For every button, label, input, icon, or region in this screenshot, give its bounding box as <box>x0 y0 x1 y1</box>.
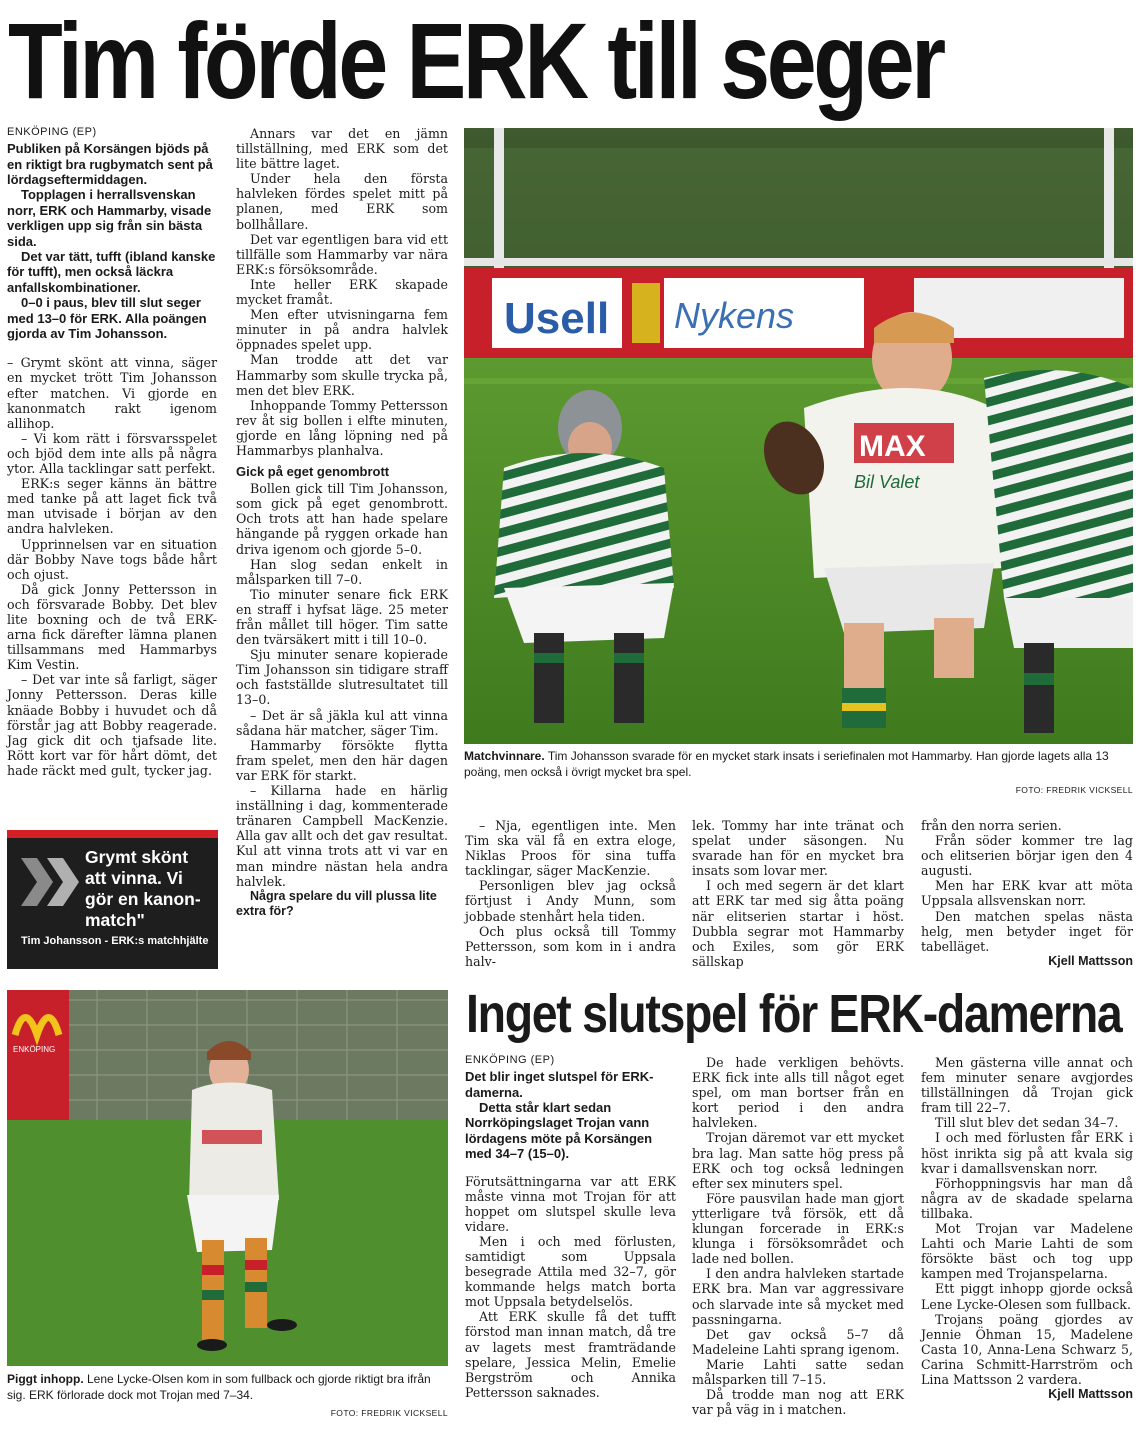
article1-column-5 <box>921 818 1133 969</box>
body-paragraph: Inhoppande Tommy Pettersson rev åt sig bollen i elfte minuten, gjorde en lång löpning ned på Hammarbys planhalva. <box>236 397 448 458</box>
rugby-photo-illustration <box>464 128 1133 744</box>
body-paragraph: Trojan däremot var ett mycket bra lag. Man satte hög press på ERK och tog också ledningen efter sex minuters spel. <box>692 1130 904 1191</box>
secondary-photo-credit: FOTO: FREDRIK VICKSELL <box>330 1408 448 1418</box>
body-paragraph: Att ERK skulle få det tufft förstod man innan match, då tre av lagets mest framträdande spelare, Jessica Melin, Emelie Bergström och Annika Pettersson saknades. <box>465 1309 676 1400</box>
body-paragraph: Ett piggt inhopp gjorde också Lene Lycke-Olesen som fullback. <box>921 1281 1133 1312</box>
body-paragraph: Mot Trojan var Madelene Lahti och Marie Lahti de som försökte bäst och tog upp kampen med Trojanspelarna. <box>921 1221 1133 1282</box>
article2-column-1 <box>465 1053 676 1400</box>
article1-lead <box>7 141 217 341</box>
banner-text-2: Nykens <box>674 295 795 336</box>
byline: Kjell Mattsson <box>1048 953 1133 968</box>
body-paragraph: Han slog sedan enkelt in målsparken till 7–0. <box>236 556 448 587</box>
secondary-photo-caption <box>7 1371 448 1403</box>
banner-text-1: Usell <box>504 294 610 343</box>
body-paragraph: – Killarna hade en härlig inställning i dag, kommenterade tränaren Campbell MacKenzie. Alla gav allt och det gav resultat. Kul att vinna trots att vi var en man mindre nästan hela andra halvlek. <box>236 783 448 889</box>
body-paragraph: ERK:s seger känns än bättre med tanke på att laget fick två man utvisade i början av den andra halvleken. <box>7 476 217 537</box>
body-paragraph: I den andra halvleken startade ERK bra. Man var aggressivare och slarvade inte så mycket med passningarna. <box>692 1266 904 1327</box>
dateline: ENKÖPING (EP) <box>465 1054 555 1066</box>
lead-paragraph: Publiken på Korsängen bjöds på en riktigt bra rugbymatch sent på lördagseftermiddagen. <box>7 141 213 187</box>
body-paragraph: Men har ERK kvar att möta Uppsala allsvenskan norr. <box>921 878 1133 909</box>
article2-column-2 <box>692 1055 904 1417</box>
pull-quote-source: Tim Johansson - ERK:s matchhjälte <box>21 935 209 947</box>
body-paragraph: – Grymt skönt att vinna, säger en mycket trött Tim Johansson efter matchen. Vi gjorde en kanonmatch rakt igenom allihop. <box>7 355 217 431</box>
body-paragraph: Den matchen spelas nästa helg, men betyder inget för tabelläget. <box>921 908 1133 954</box>
byline: Kjell Mattsson <box>1048 1387 1133 1402</box>
body-paragraph: Förhoppningsvis har man då några av de skadade spelarna tillbaka. <box>921 1175 1133 1221</box>
main-photo <box>464 128 1133 744</box>
body-paragraph: I och med segern är det klart att ERK tar med sig åtta poäng när elitserien startar i höst. Dubbla segrar mot Hammarby och Exiles, som gör ERK sällskap <box>692 878 904 969</box>
lead-paragraph: 0–0 i paus, blev till slut seger med 13–0 för ERK. Alla poängen gjorda av Tim Johansson. <box>7 295 207 341</box>
headline-secondary: Inget slutspel för ERK-damerna <box>466 984 1122 1044</box>
article1-column-1 <box>7 125 217 778</box>
body-paragraph: Trojans poäng gjordes av Jennie Öhman 15, Madelene Casta 10, Anna-Lena Schwarz 5, Carina Schmitt-Harrström och Lina Mattsson 2 vardera. <box>921 1311 1133 1387</box>
lead-paragraph: Topplagen i herrallsvenskan norr, ERK och Hammarby, visade verkligen upp sig från sin bästa sida. <box>7 187 212 249</box>
body-paragraph: Det gav också 5–7 då Madeleine Lahti sprang igenom. <box>692 1326 904 1357</box>
body-paragraph: Före pausvilan hade man gjort ytterligare två försök, ett då klungan forcerade in ERK:s klunga i försöksområdet och lade ned bollen. <box>692 1190 904 1267</box>
body-paragraph: I och med förlusten får ERK i höst inrikta sig på att kvala sig kvar i damallsvenskan norr. <box>921 1130 1133 1176</box>
body-paragraph: Man trodde att det var Hammarby som skulle trycka på, men det blev ERK. <box>236 352 448 398</box>
pull-quote-text: Grymt skönt att vinna. Vi gör en kanon-match" <box>85 847 201 930</box>
body-paragraph: Bollen gick till Tim Johansson, som gick på eget genombrott. Och trots att han hade spelare hängande på ryggen orkade han driva igenom och gjorde 5–0. <box>236 481 448 557</box>
caption-text: Lene Lycke-Olsen kom in som fullback och gjorde riktigt bra ifrån sig. ERK förlorade dock mot Trojan med 7–34. <box>7 1372 431 1402</box>
lead-paragraph: Det blir inget slutspel för ERK-damerna. <box>465 1069 654 1100</box>
body-paragraph: Marie Lahti satte sedan målsparken till 7–15. <box>692 1356 904 1387</box>
quote-accent-bar <box>7 830 218 838</box>
body-paragraph: Under hela den första halvleken fördes spelet mitt på planen, med ERK som bollhållare. <box>236 171 448 232</box>
body-paragraph: från den norra serien. <box>921 818 1062 833</box>
body-paragraph: Men gästerna ville annat och fem minuter senare avgjordes tillställningen då Trojan gick fram till 22–7. <box>921 1055 1133 1116</box>
body-paragraph: Tio minuter senare fick ERK en straff i hyfsat läge. 25 meter från mållet till höger. Tim satte den tvärsäkert mitt i till 10–0. <box>236 586 448 648</box>
quote-chevrons-icon <box>17 852 87 912</box>
body-paragraph: Från söder kommer tre lag och elitserien börjar igen den 4 augusti. <box>921 833 1133 879</box>
body-paragraph: Men efter utvisningarna fem minuter in på andra halvlek öppnades spelet upp. <box>236 307 448 353</box>
interview-question: Några spelare du vill plussa lite extra för? <box>236 888 437 918</box>
body-paragraph: – Det var inte så farligt, säger Jonny Pettersson. Deras kille knäade Bobby i huvudet och då förstår jag att Bobby reagerade. Jag gick dit och tjafsade lite. Rött kort var för hårt dömt, det hade räckt med gult, tycker jag. <box>7 672 217 778</box>
body-paragraph: – Vi kom rätt i försvarsspelet och bjöd dem inte alls på några ytor. Alla tacklingar satt perfekt. <box>7 430 217 477</box>
lead-paragraph: Det var tätt, tufft (ibland kanske för tufft), men också läckra anfallskombinationer. <box>7 248 216 295</box>
body-paragraph: De hade verkligen behövts. ERK fick inte alls till något eget spel, om man bortser från en kort period i den andra halvleken. <box>692 1055 904 1131</box>
lead-paragraph: Detta står klart sedan Norrköpingslaget Trojan vann lördagens möte på Korsängen med 34–7 (15–0). <box>465 1099 653 1162</box>
body-paragraph: – Nja, egentligen inte. Men Tim ska väl få en extra eloge, Niklas Proos för sina tuffa tacklingar, säger MacKenzie. <box>465 818 676 879</box>
body-paragraph: Och plus också till Tommy Pettersson, som kom in i andra halv- <box>465 923 676 969</box>
womens-rugby-photo-illustration <box>7 990 448 1366</box>
body-paragraph: Upprinnelsen var en situation där Bobby Nave togs både hårt och ojust. <box>7 536 217 582</box>
article1-column-2 <box>236 126 448 919</box>
dateline: ENKÖPING (EP) <box>7 126 97 138</box>
secondary-photo <box>7 990 448 1366</box>
body-paragraph: Till slut blev det sedan 34–7. <box>935 1115 1119 1131</box>
subheading: Gick på eget genombrott <box>236 464 390 480</box>
body-paragraph: Sju minuter senare kopierade Tim Johansson sin tidigare straff och fastställde slutresultatet till 13–0. <box>236 647 448 708</box>
body-paragraph: lek. Tommy har inte tränat och spelat under säsongen. Nu svarade han för en mycket bra insats som lovar mer. <box>692 818 904 879</box>
body-paragraph: Förutsättningarna var att ERK måste vinna mot Trojan för att hoppet om slutspel skulle leva vidare. <box>465 1173 676 1234</box>
article1-column-4 <box>692 818 904 969</box>
body-paragraph: Då trodde man nog att ERK var på väg in i matchen. <box>692 1387 904 1418</box>
body-paragraph: Det var egentligen bara vid ett tillfälle som Hammarby var nära ERK:s försöksområde. <box>236 231 448 277</box>
body-paragraph: Men i och med förlusten, samtidigt som Uppsala besegrade Attila med 32–7, gör kommande helgs match borta mot Uppsala betydelselös. <box>465 1233 676 1310</box>
headline-main: Tim förde ERK till seger <box>8 0 943 121</box>
caption-label: Piggt inhopp. <box>7 1372 84 1386</box>
pull-quote-box <box>7 830 218 969</box>
body-paragraph: Personligen blev jag också förtjust i Andy Munn, som jobbade stenhårt hela tiden. <box>465 878 676 924</box>
caption-label: Matchvinnare. <box>464 749 545 763</box>
article2-column-3 <box>921 1055 1133 1402</box>
article1-column-3 <box>465 818 676 969</box>
jersey-text-2: Bil Valet <box>854 472 920 492</box>
article2-lead <box>465 1069 676 1161</box>
caption-text: Tim Johansson svarade för en mycket stark insats i seriefinalen mot Hammarby. Han gjorde lagets alla 13 poäng, men också i övrigt mycket bra spel. <box>464 749 1109 779</box>
body-paragraph: – Det är så jäkla kul att vinna sådana här matcher, säger Tim. <box>236 707 448 738</box>
body-paragraph: Hammarby försökte flytta fram spelet, men den här dagen var ERK för starkt. <box>236 737 448 783</box>
main-photo-credit: FOTO: FREDRIK VICKSELL <box>1015 785 1133 795</box>
body-paragraph: Annars var det en jämn tillställning, med ERK som det lite bättre laget. <box>236 126 448 172</box>
main-photo-caption <box>464 748 1133 780</box>
jersey-text-1: MAX <box>859 430 926 463</box>
body-paragraph: Inte heller ERK skapade mycket framåt. <box>236 276 448 308</box>
mcd-sign-text: ENKÖPING <box>13 1045 56 1054</box>
body-paragraph: Då gick Jonny Pettersson in och försvarade Bobby. Det blev lite boxning och de två ERK-arna fick därefter lämna planen tillsammans med Hammarbys Kim Vestin. <box>7 581 217 673</box>
